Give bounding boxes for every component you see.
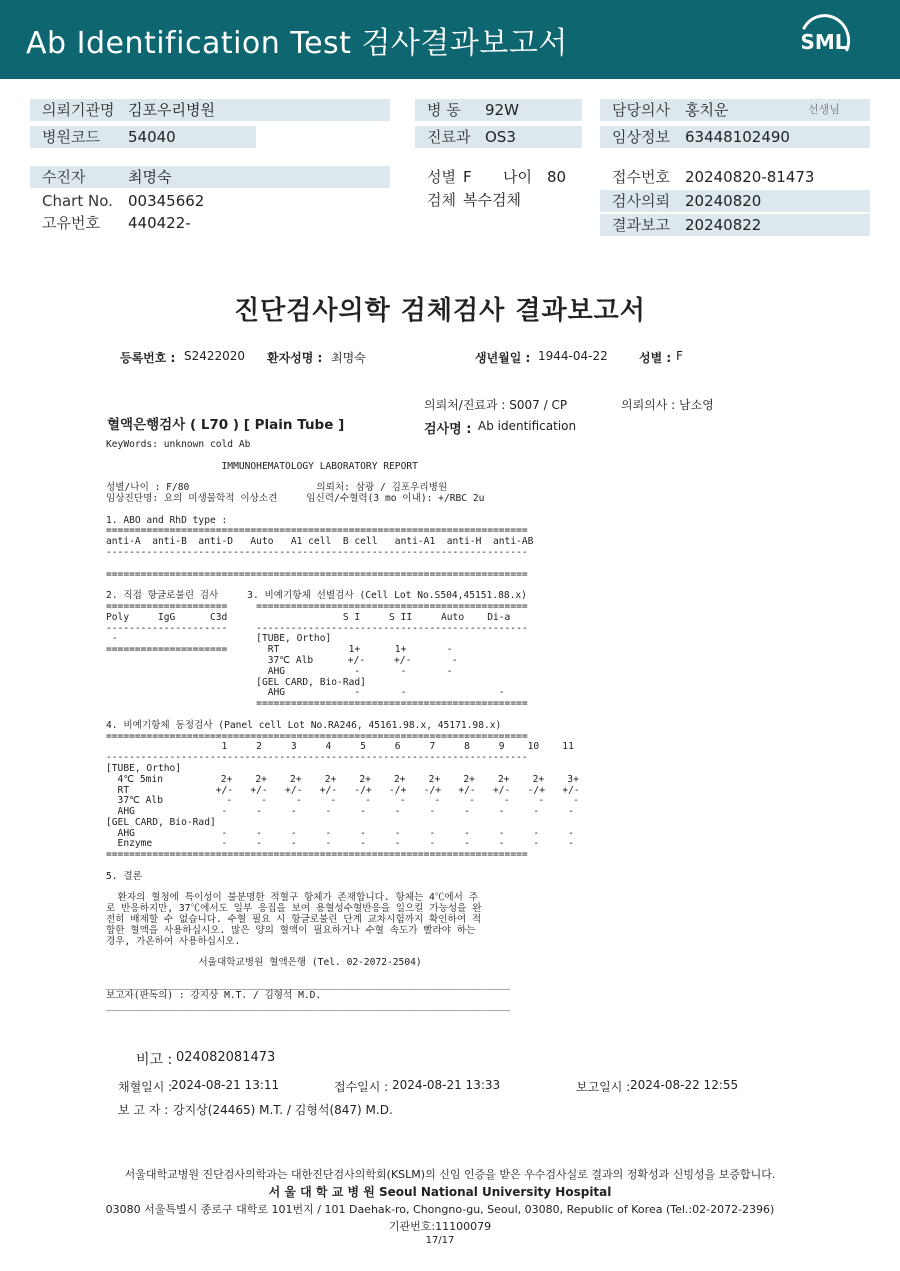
section-title: 혈액은행검사 ( L70 ) [ Plain Tube ] [107,417,345,433]
specimen-label: 검체 [427,191,456,209]
footer-line-3: 03080 서울특별시 종로구 대학로 101번지 / 101 Daehak-ro, Chongno-gu, Seoul, 03080, Republic of Korea (Tel.:02-2072-2396) [105,1203,775,1216]
reporter-value: 강지상(24465) M.T. / 김형석(847) M.D. [173,1103,393,1117]
institution-label: 의뢰기관명 [42,101,115,119]
age-value: 80 [547,168,567,186]
header-title: Ab Identification Test 검사결과보고서 [26,26,568,61]
uid-value: 440422- [128,214,191,232]
accept-label: 접수일시 : [334,1080,389,1094]
page-number: 17/17 [425,1235,455,1246]
clinical-field [600,126,870,148]
hospital-code-field [30,126,256,148]
name-value: 최명숙 [331,351,366,365]
name-label: 환자성명 : [267,351,323,365]
request-field [600,190,870,212]
dept-label: 진료과 [427,128,471,146]
report-dt-label: 보고일시 : [576,1080,631,1094]
remark-value: 024082081473 [176,1050,276,1065]
collect-value: 2024-08-21 13:11 [171,1078,280,1092]
hospital-code-label: 병원코드 [42,128,100,146]
reporter-label: 보 고 자 : [118,1103,169,1117]
sex-age-field [415,166,585,188]
report-header [0,0,900,79]
ward-field [415,99,582,121]
request-label: 검사의뢰 [612,192,670,210]
doctor-label: 담당의사 [612,101,670,119]
institution-value: 김포우리병원 [128,101,215,119]
test-name: Ab identification [478,419,577,433]
sex-value: F [463,168,472,186]
doctor-value: 홍치운 [685,101,729,119]
report-body: KeyWords: unknown cold Ab IMMUNOHEMATOLOGY LABORATORY REPORT 성별/나이 : F/80 의뢰처: 삼광 / 김포우리병원 임상진단명: 요의 미생물학적 이상소견 임신력/수혈력(3 mo 이내): +/RBC 2u 1. ABO and RhD type : ========================================================================= anti-A anti-B anti-D Auto A1 cell B cell anti-A1 anti-H anti-AB ------------------------------------------------------------------------- ========================================================================= 2. 직접 항글로불린 검사 3. 비예기항체 선별검사 (Cell Lot No.S504,45151.88.x) ===================== =============================================== Poly IgG C3d S I S II Auto Di-a --------------------- ----------------------------------------------- - [TUBE, Ortho] ===================== RT 1+ 1+ - 37℃ Alb +/- +/- - AHG - - - [GEL CARD, Bio-Rad] AHG - - - =============================================== 4. 비예기항체 동정검사 (Panel cell Lot No.RA246, 45161.98.x, 45171.98.x) ========================================================================= 1 2 3 4 5 6 7 8 9 10 11 ------------------------------------------------------------------------- [TUBE, Ortho] 4℃ 5min 2+ 2+ 2+ 2+ 2+ 2+ 2+ 2+ 2+ 2+ 3+ RT +/- +/- +/- +/- -/+ -/+ -/+ +/- +/- -/+ +/- 37℃ Alb - - - - - - - - - - - AHG - - - - - - - - - - - [GEL CARD, Bio-Rad] AHG - - - - - - - - - - - Enzyme - - - - - - - - - - - ========================================================================= 5. 결론 환자의 혈청에 특이성이 불분명한 적혈구 항체가 존재합니다. 항체는 4℃에서 주 로 반응하지만, 37℃에서도 일부 응집을 보여 용혈성수혈반응을 일으킬 가능성을 완 전히 배제할 수 없습니다. 수혈 필요 시 항글로불린 단계 교차시험까지 확인하여 적 합한 혈액을 사용하십시오. 많은 양의 혈액이 필요하거나 수혈 속도가 빨라야 하는 경우, 가온하여 사용하십시오. 서울대학교병원 혈액은행 (Tel. 02-2072-2504) ______________________________________________________________________ 보고자(판독의) : 강지상 M.T. / 김형석 M.D. ______________________________________________________________________ [106,439,580,1012]
patient-label: 수진자 [42,168,86,186]
report-dt-value: 2024-08-22 12:55 [630,1078,739,1092]
rsex-value: F [676,349,683,363]
ward-label: 병 동 [427,101,461,119]
patient-value: 최명숙 [128,168,172,186]
result-report-label: 결과보고 [612,216,670,234]
chart-value: 00345662 [128,192,205,210]
receipt-field [600,166,870,188]
footer-line-2: 서 울 대 학 교 병 원 Seoul National University Hospital [268,1185,612,1199]
dept-value: OS3 [485,128,516,146]
accept-value: 2024-08-21 13:33 [392,1078,501,1092]
receipt-value: 20240820-81473 [685,168,815,186]
reg-label: 등록번호 : [120,351,176,365]
footer-line-4: 기관번호:11100079 [388,1220,492,1233]
test-label: 검사명 : [424,422,472,437]
sex-label: 성별 [427,168,456,186]
dept-field [415,126,582,148]
reg-value: S2422020 [184,349,246,363]
doctor-suffix: 선생님 [808,103,840,116]
institution-field [30,99,390,121]
receipt-label: 접수번호 [612,168,670,186]
dept-line: 의뢰처/진료과 : S007 / CP [424,398,568,412]
age-label: 나이 [503,168,532,186]
doctor-field [600,99,870,121]
result-report-field [600,214,870,236]
specimen-field [415,189,585,211]
patient-field [30,166,390,188]
doctor-line: 의뢰의사 : 남소영 [621,398,714,412]
result-report-value: 20240822 [685,216,762,234]
collect-label: 채혈일시 : [118,1080,173,1094]
clinical-value: 63448102490 [685,128,790,146]
uid-label: 고유번호 [42,214,100,232]
remark-label: 비고 : [136,1052,173,1068]
dob-value: 1944-04-22 [538,349,608,363]
footer-line-1: 서울대학교병원 진단검사의학과는 대한진단검사의학회(KSLM)의 신임 인증을 받은 우수검사실로 결과의 정확성과 신빙성을 보증합니다. [124,1168,776,1181]
clinical-label: 임상정보 [612,128,670,146]
uid-field [30,212,390,234]
sml-logo [796,12,852,68]
logo-text: SML [800,30,848,54]
specimen-value: 복수검체 [463,191,521,209]
ward-value: 92W [485,101,519,119]
hospital-code-value: 54040 [128,128,176,146]
rsex-label: 성별 : [639,351,672,365]
chart-label: Chart No. [42,192,113,210]
document-title: 진단검사의학 검체검사 결과보고서 [234,296,646,326]
chart-field [30,190,390,212]
request-value: 20240820 [685,192,762,210]
dob-label: 생년월일 : [475,351,531,365]
